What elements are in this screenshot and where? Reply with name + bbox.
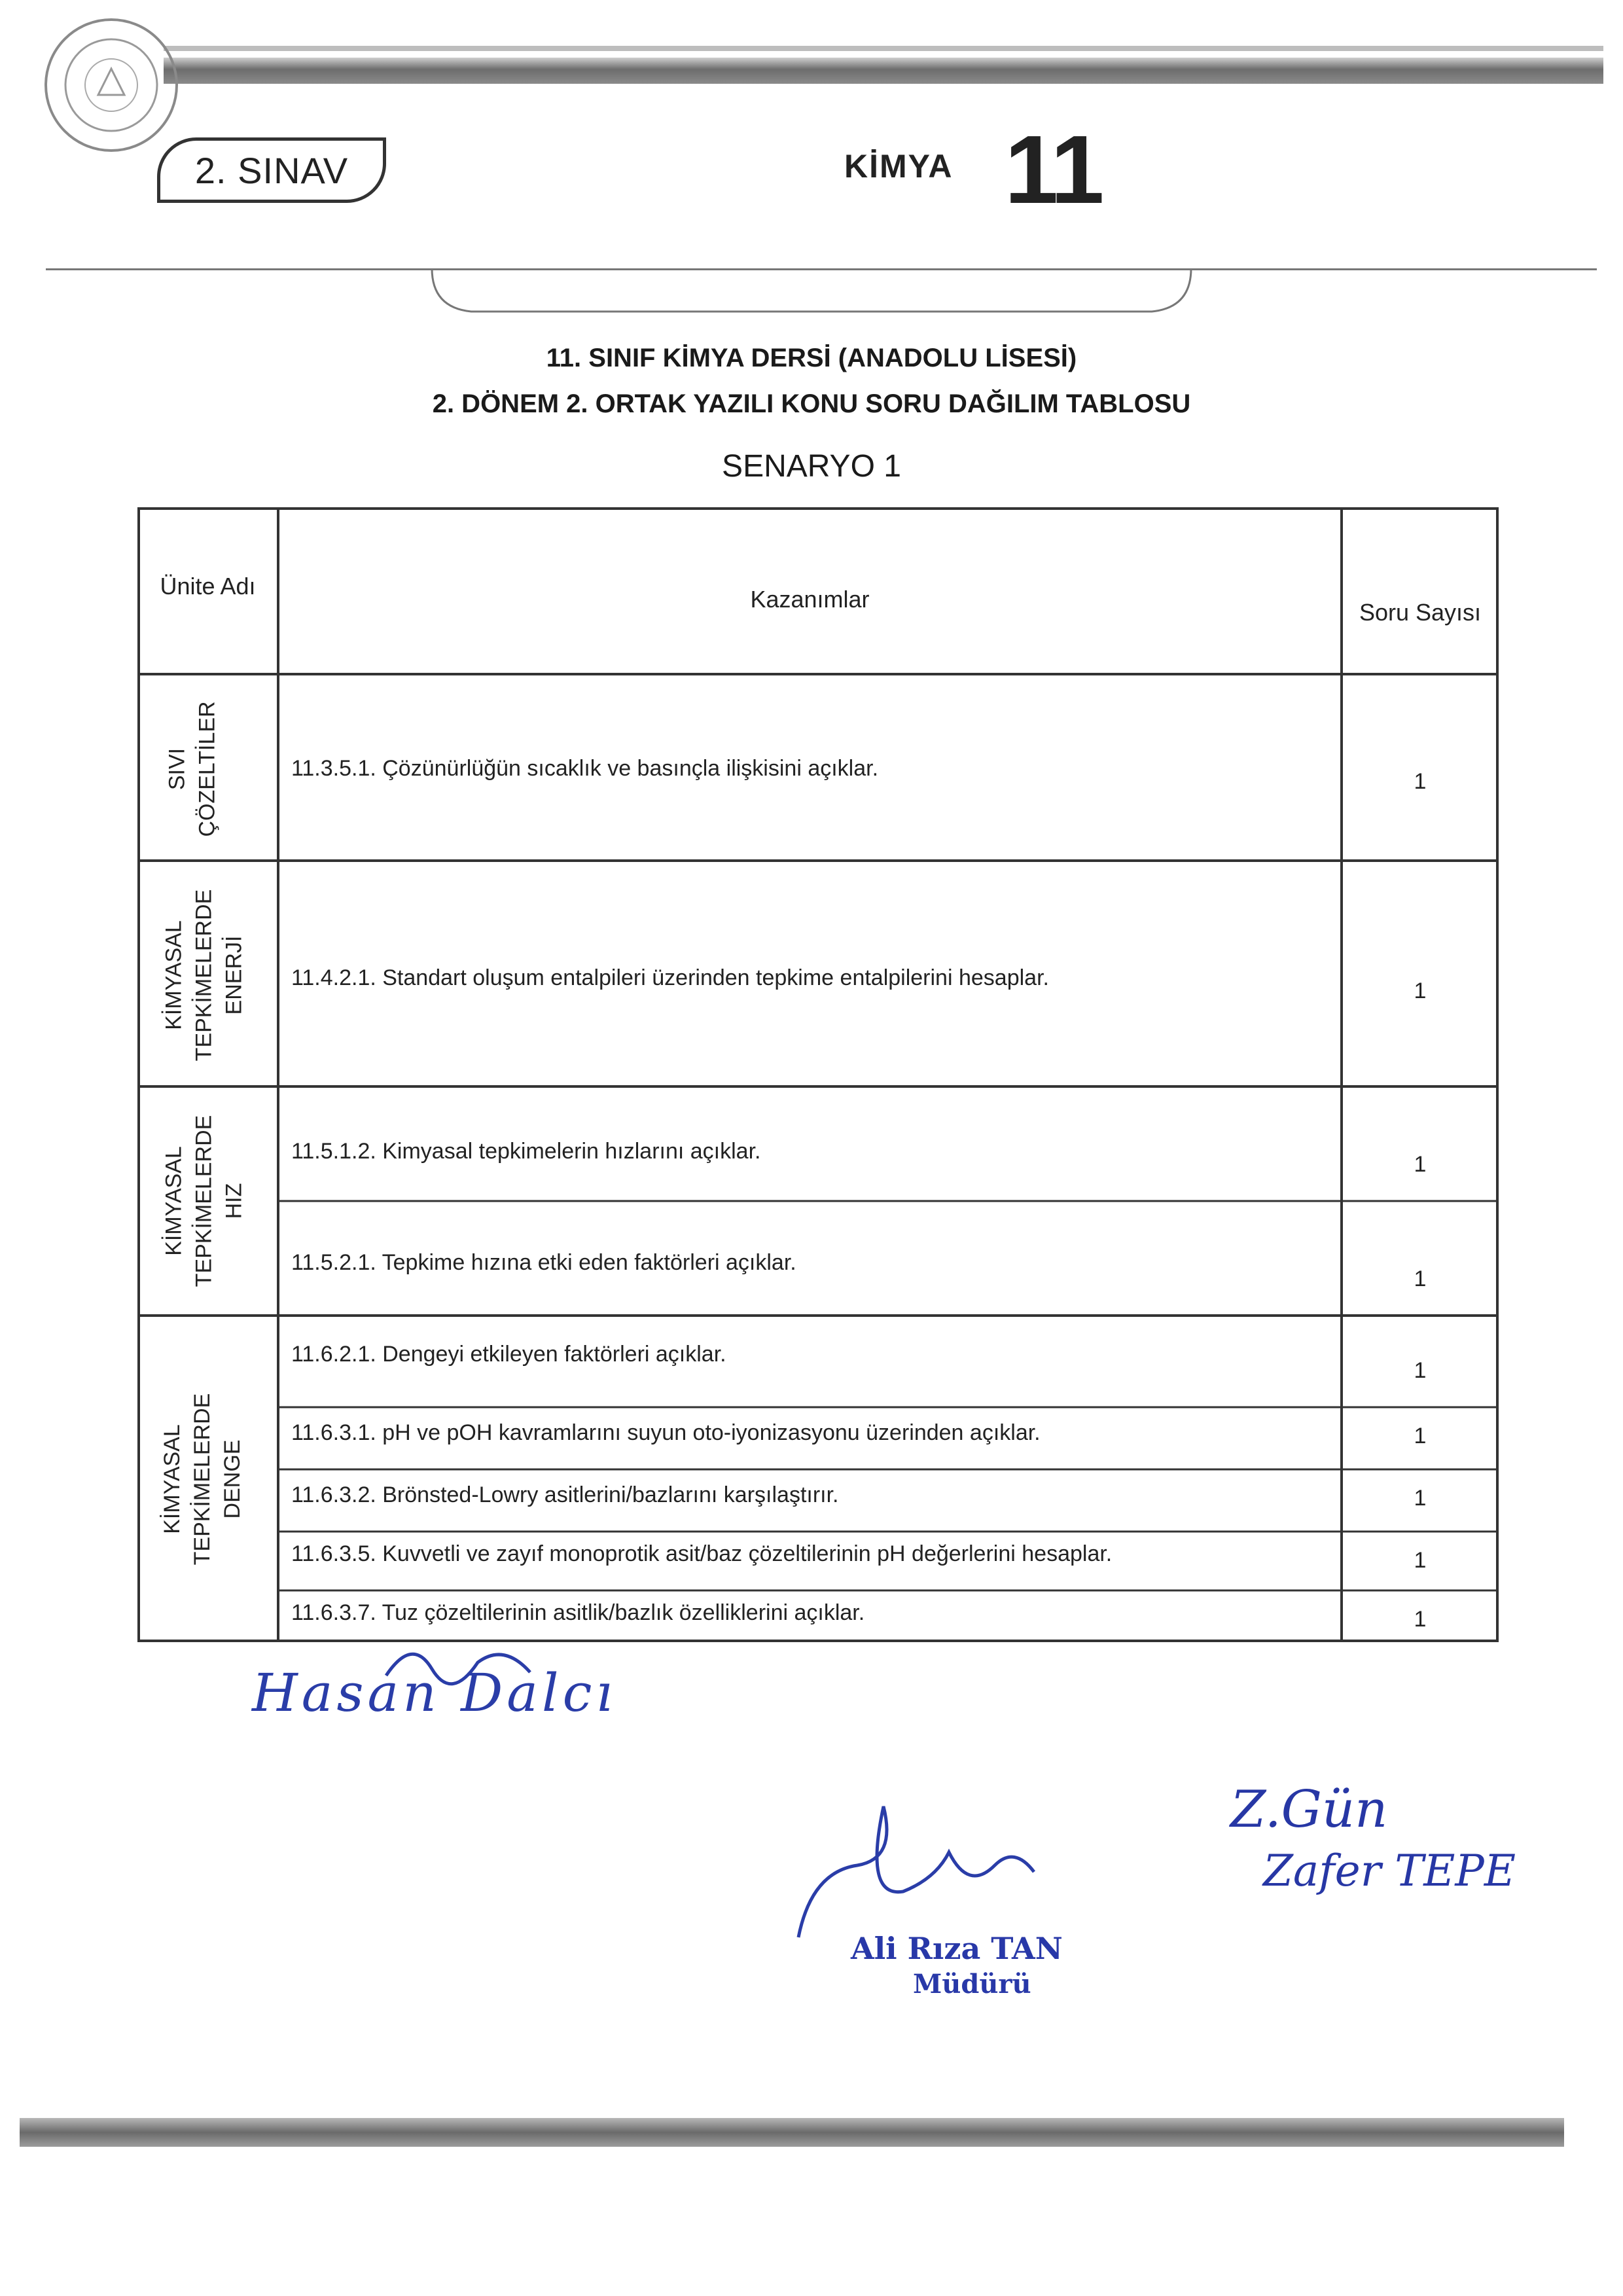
unit-name-3: KİMYASAL TEPKİMELERDE HIZ [161, 1115, 247, 1287]
doc-title-line2: 2. DÖNEM 2. ORTAK YAZILI KONU SORU DAĞILIM TABLOSU [432, 389, 1191, 418]
outcome-cell: 11.6.3.7. Tuz çözeltilerinin asitlik/bazlık özelliklerini açıklar. [291, 1600, 865, 1625]
bottom-decorative-bar [20, 2118, 1564, 2147]
topic-distribution-table [137, 507, 1499, 1659]
count-cell: 1 [1414, 1266, 1427, 1291]
doc-title-line1: 11. SINIF KİMYA DERSİ (ANADOLU LİSESİ) [546, 344, 1077, 372]
signature-left: Hasan Dalcı [252, 1662, 616, 1723]
outcome-cell: 11.3.5.1. Çözünürlüğün sıcaklık ve basınçla ilişkisini açıklar. [291, 756, 879, 781]
count-cell: 1 [1414, 1607, 1427, 1632]
header-unit-name: Ünite Adı [160, 573, 256, 600]
count-cell: 1 [1414, 1424, 1427, 1448]
count-cell: 1 [1414, 769, 1427, 794]
outcome-cell: 11.6.2.1. Dengeyi etkileyen faktörleri açıklar. [291, 1342, 726, 1367]
outcome-cell: 11.5.2.1. Tepkime hızına etki eden faktörleri açıklar. [291, 1250, 796, 1275]
school-seal-icon [39, 13, 183, 157]
principal-stamp-name: Ali Rıza TAN [851, 1931, 1063, 1966]
unit-name-1: SIVI ÇÖZELTİLER [164, 701, 220, 837]
outcome-cell: 11.6.3.1. pH ve pOH kavramlarını suyun oto-iyonizasyonu üzerinden açıklar. [291, 1420, 1041, 1445]
count-cell: 1 [1414, 1548, 1427, 1573]
subject-label: KİMYA [844, 148, 954, 185]
unit-name-4: KİMYASAL TEPKİMELERDE DENGE [160, 1393, 245, 1566]
scenario-title: SENARYO 1 [722, 449, 901, 484]
outcome-cell: 11.6.3.5. Kuvvetli ve zayıf monoprotik asit/baz çözeltilerinin pH değerlerini hesaplar. [291, 1541, 1113, 1566]
header-bracket [419, 268, 1204, 321]
count-cell: 1 [1414, 1152, 1427, 1177]
unit-name-2: KİMYASAL TEPKİMELERDE ENERJİ [161, 889, 247, 1062]
grade-number: 11 [1005, 116, 1102, 224]
principal-stamp-role: Müdürü [913, 1969, 1031, 2000]
count-cell: 1 [1414, 1358, 1427, 1383]
header-outcomes: Kazanımlar [750, 586, 870, 613]
signature-right-initial: Z.Gün [1230, 1780, 1388, 1839]
signature-right-name: Zafer TEPE [1263, 1846, 1516, 1896]
outcome-cell: 11.6.3.2. Brönsted-Lowry asitlerini/bazlarını karşılaştırır. [291, 1482, 839, 1507]
count-cell: 1 [1414, 1486, 1427, 1511]
top-decorative-bar-thin [164, 46, 1603, 51]
signature-left-scribble [373, 1636, 543, 1695]
exam-number-badge: 2. SINAV [157, 137, 386, 203]
outcome-cell: 11.4.2.1. Standart oluşum entalpileri üzerinden tepkime entalpilerini hesaplar. [291, 965, 1049, 990]
header-question-count: Soru Sayısı [1359, 599, 1482, 626]
count-cell: 1 [1414, 978, 1427, 1003]
outcome-cell: 11.5.1.2. Kimyasal tepkimelerin hızlarını açıklar. [291, 1139, 761, 1164]
top-decorative-bar [164, 58, 1603, 84]
